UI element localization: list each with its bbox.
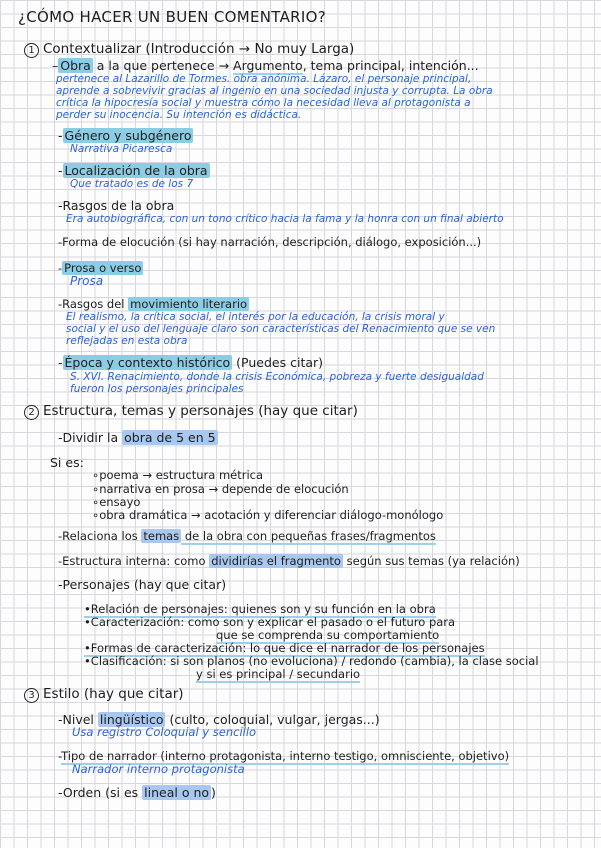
dividir-text: Dividir la	[62, 430, 123, 445]
relaciona-label: temas	[143, 529, 180, 543]
dividir-label: obra de 5 en 5	[124, 430, 216, 445]
movimiento-text: Rasgos del	[62, 297, 129, 311]
estructura-text-2: según sus temas (ya relación)	[342, 554, 520, 568]
nivel-note: Usa registro Coloquial y sencillo	[72, 725, 257, 739]
movimiento-line: -Rasgos del movimiento literario	[58, 297, 248, 311]
localizacion-note: Que tratado es de los 7	[70, 178, 194, 190]
genero-label: Género y subgénero	[64, 128, 192, 143]
section-3-heading	[24, 687, 184, 703]
obra-note-1: pertenece al Lazarillo de Tormes. obra anónima. Lázaro, el personaje principal,	[56, 73, 472, 85]
localizacion-line: - Localización de la obra	[58, 163, 208, 178]
epoca-label: Época y contexto histórico	[64, 355, 231, 370]
orden-label: lineal o no	[144, 785, 210, 800]
page-title: ¿CÓMO HACER UN BUEN COMENTARIO?	[18, 8, 326, 26]
nivel-label: lingüístico	[99, 712, 164, 727]
obra-note-3: crítica la hipocresía social y muestra cómo la necesidad lleva al protagonista a	[56, 97, 471, 109]
prosa-line: - Prosa o verso	[58, 261, 142, 275]
estructura-label: dividirías el fragmento	[211, 554, 341, 568]
nivel-line: -Nivel lingüístico (culto, coloquial, vulgar, jergas...)	[58, 712, 380, 727]
personajes-item-text: •Formas de caracterización: lo que dice el narrador de los personajes	[84, 641, 485, 655]
relaciona-text-2: de la obra con pequeñas frases/fragmentos	[181, 529, 436, 543]
forma-line: -Forma de elocución (si hay narración, descripción, diálogo, exposición...)	[58, 235, 482, 249]
obra-argumento: Argumento	[233, 58, 303, 73]
option-item: ∘obra dramática → acotación y diferenciar diálogo-monólogo	[92, 508, 444, 522]
personajes-label: Personajes (hay que citar)	[62, 577, 227, 592]
personajes-line: -Personajes (hay que citar)	[58, 577, 227, 592]
estructura-line: -Estructura interna: como dividirías el fragmento según sus temas (ya relación)	[58, 554, 520, 568]
section-title: Estructura, temas y personajes (hay que citar)	[43, 403, 358, 419]
epoca-note-2: fueron los personajes principales	[70, 383, 244, 395]
nivel-text-2: (culto, coloquial, vulgar, jergas...)	[165, 712, 380, 727]
section-title: Contextualizar (Introducción → No muy Larga)	[43, 41, 355, 57]
genero-note: Narrativa Picaresca	[70, 143, 173, 155]
personajes-item-text: y si es principal / secundario	[196, 667, 361, 681]
obra-label: Obra	[60, 58, 91, 73]
option-item: ∘narrativa en prosa → depende de elocución	[92, 482, 349, 496]
relaciona-text: Relaciona los	[62, 529, 142, 543]
obra-text: a la que pertenece →	[92, 58, 234, 73]
movimiento-note-3: reflejadas en esta obra	[66, 335, 188, 347]
obra-text-2: , tema principal, intención...	[302, 58, 479, 73]
personajes-item-text: •Relación de personajes: quienes son y su función en la obra	[84, 602, 436, 616]
section-number: 1	[24, 43, 39, 58]
forma-label: Forma de elocución (si hay narración, descripción, diálogo, exposición...)	[62, 235, 482, 249]
option-item: ∘poema → estructura métrica	[92, 468, 264, 482]
movimiento-note-2: social y el uso del lenguaje claro son características del Renacimiento que se ven	[66, 323, 496, 335]
nivel-text: Nivel	[62, 712, 98, 727]
estructura-text: Estructura interna: como	[62, 554, 210, 568]
rasgos-note: Era autobiográfica, con un tono crítico hacia la fama y la honra con un final abierto	[66, 213, 504, 225]
localizacion-label: Localización de la obra	[64, 163, 208, 178]
option-item: ∘ensayo	[92, 495, 141, 509]
prosa-note: Prosa	[70, 274, 104, 288]
obra-note-4: perder su inocencia. Su intención es didáctica.	[56, 109, 302, 121]
narrador-text: Tipo de narrador (interno protagonista, interno testigo, omnisciente, objetivo)	[61, 749, 510, 763]
personajes-item-text: •Clasificación: si son planos (no evoluciona) / redondo (cambia), la clase social	[84, 654, 539, 668]
si-es-label: Si es:	[50, 455, 84, 470]
rasgos-line: -Rasgos de la obra	[58, 198, 175, 213]
section-1-heading	[24, 42, 354, 58]
movimiento-label: movimiento literario	[130, 297, 248, 311]
section-2-heading	[24, 404, 358, 420]
personajes-item-text: •Caracterización: como son y explicar el pasado o el futuro para	[84, 615, 456, 629]
orden-line: -Orden (si es lineal o no )	[58, 785, 216, 800]
epoca-text: (Puedes citar)	[232, 355, 324, 370]
section-number: 2	[24, 405, 39, 420]
relaciona-line: -Relaciona los temas de la obra con pequeñas frases/fragmentos	[58, 529, 436, 543]
orden-close: )	[211, 785, 216, 800]
epoca-note-1: S. XVI. Renacimiento, donde la crisis Económica, pobreza y fuerte desigualdad	[70, 371, 484, 383]
dividir-line: -Dividir la obra de 5 en 5	[58, 430, 216, 445]
section-number: 3	[24, 688, 39, 703]
section-title: Estilo (hay que citar)	[43, 686, 184, 702]
obra-note-2: aprende a sobrevivir gracias al ingenio en una sociedad injusta y corrupta. La obra	[56, 85, 493, 97]
narrador-line: -Tipo de narrador (interno protagonista, interno testigo, omnisciente, objetivo)	[58, 749, 510, 763]
epoca-line: - Época y contexto histórico (Puedes citar)	[58, 355, 324, 370]
prosa-label: Prosa o verso	[64, 261, 142, 275]
orden-text: Orden (si es	[62, 785, 143, 800]
personajes-item-cont	[196, 667, 360, 682]
genero-line: - Género y subgénero	[58, 128, 192, 143]
personajes-item-text: que se comprenda su comportamiento	[216, 628, 440, 642]
narrador-note: Narrador interno protagonista	[72, 762, 245, 776]
rasgos-label: Rasgos de la obra	[62, 198, 175, 213]
movimiento-note-1: El realismo, la crítica social, el interés por la educación, la crisis moral y	[66, 311, 445, 323]
obra-line: – Obra a la que pertenece → Argumento, tema principal, intención...	[52, 58, 479, 73]
